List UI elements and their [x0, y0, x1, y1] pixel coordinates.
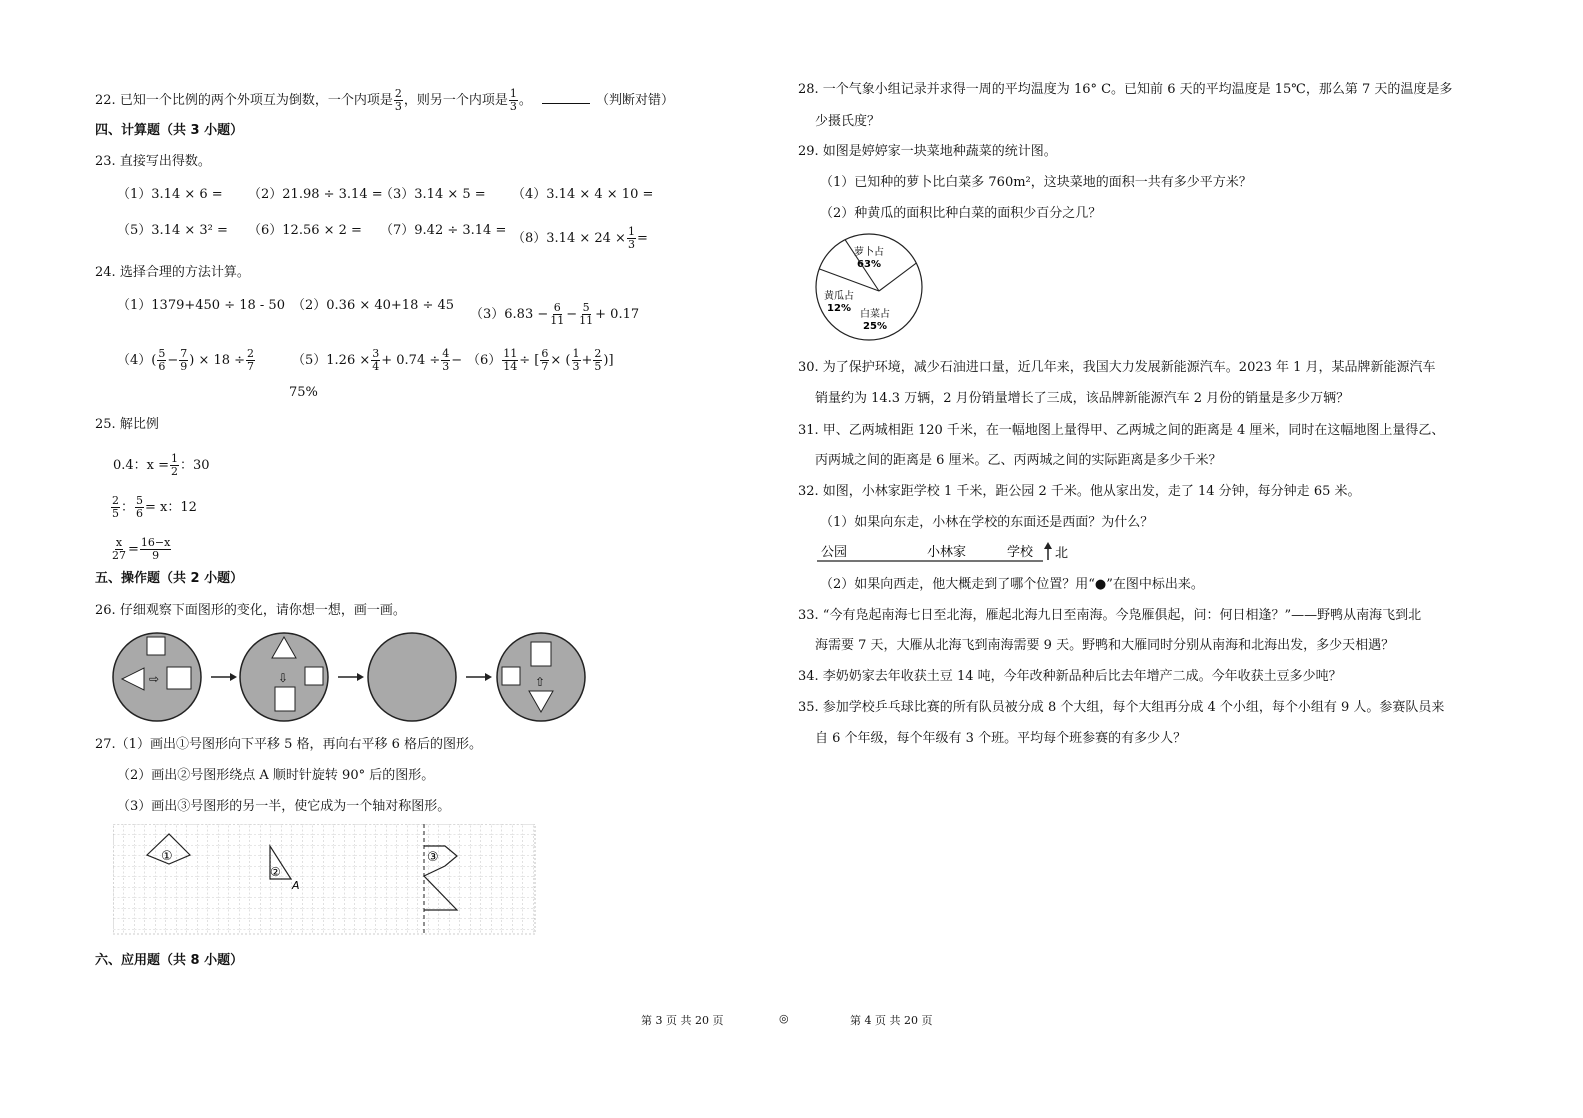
shape-3-label: ③	[427, 850, 439, 865]
shape-sequence-figure	[110, 630, 590, 725]
question-29-line1: 29. 如图是婷婷家一块菜地种蔬菜的统计图。	[798, 144, 1057, 159]
question-24: 24. 选择合理的方法计算。	[95, 265, 250, 280]
pie-chart	[813, 231, 929, 343]
question-29-part2: （2）种黄瓜的面积比种白菜的面积少百分之几？	[820, 206, 1102, 221]
calc-item: （4）( $\frac{5}{6}$ − $\frac{7}{9}$ ) × 18 ÷ $\frac{2}{7}$	[117, 347, 255, 373]
proportion-eq: $\frac{x}{27}$ = $\frac{16-x}{9}$	[112, 536, 171, 562]
calc-item: （3）6.83 − $\frac{6}{11}$ − $\frac{5}{11}$ + 0.17	[470, 301, 640, 327]
question-28-line2: 少摄氏度？	[815, 114, 881, 129]
question-number: 22.	[95, 93, 116, 108]
circle-4	[497, 633, 585, 721]
north-arrow-icon	[1044, 542, 1052, 560]
question-31-line2: 丙两城之间的距离是 6 厘米。乙、丙两城之间的实际距离是多少千米？	[815, 453, 1222, 468]
answer-blank[interactable]	[542, 91, 590, 104]
judge-hint: （判断对错）	[596, 93, 675, 108]
question-22: 22. 已知一个比例的两个外项互为倒数，一个内项是 $\frac{2}{3}$ ，则另一个内项是 $\frac{1}{3}$ 。 （判断对错）	[95, 87, 675, 113]
north-label: 北	[1055, 546, 1069, 561]
pie-slice-value: 25%	[863, 321, 887, 332]
circle-3-blank[interactable]	[368, 633, 456, 721]
calc-item: （7）9.42 ÷ 3.14 =	[380, 223, 507, 238]
pie-slice-label: 白菜占	[860, 309, 890, 320]
center-mark: ◎	[779, 1012, 789, 1025]
calc-item: （2）0.36 × 40+18 ÷ 45	[292, 298, 455, 313]
question-text: 已知一个比例的两个外项互为倒数，一个内项是	[119, 93, 393, 108]
calc-item: （5）1.26 × $\frac{3}{4}$ + 0.74 ÷ $\frac{4}{3}$ −	[292, 347, 463, 373]
question-32-line1: 32. 如图，小林家距学校 1 千米，距公园 2 千米。他从家出发，走了 14 分钟，每分钟走 65 米。	[798, 484, 1361, 499]
shape-1-label: ①	[161, 849, 173, 864]
park-label: 公园	[821, 545, 848, 560]
pie-slice-label: 萝卜占	[854, 247, 884, 258]
pie-slice-value: 12%	[827, 303, 851, 314]
question-27-part1: 27.（1）画出①号图形向下平移 5 格，再向右平移 6 格后的图形。	[95, 737, 483, 752]
question-33-line1: 33. “今有凫起南海七日至北海，雁起北海九日至南海。今凫雁俱起，问：何日相逢？”——野鸭从南海飞到北	[798, 608, 1422, 623]
question-27-part3: （3）画出③号图形的另一半，使它成为一个轴对称图形。	[117, 799, 451, 814]
section-5-heading: 五、操作题（共 2 小题）	[95, 571, 244, 586]
point-a-label: A	[292, 879, 300, 892]
question-30-line2: 销量约为 14.3 万辆，2 月份销量增长了三成，该品牌新能源汽车 2 月份的销量是多少万辆？	[815, 391, 1350, 406]
shape-2-label: ②	[270, 865, 281, 879]
proportion-eq: $\frac{2}{5}$ ： $\frac{5}{6}$ = x：12	[112, 494, 197, 520]
calc-item: （3）3.14 × 5 =	[380, 187, 486, 202]
question-30-line1: 30. 为了保护环境，减少石油进口量，近几年来，我国大力发展新能源汽车。2023 年 1 月，某品牌新能源汽车	[798, 360, 1436, 375]
section-6-heading: 六、应用题（共 8 小题）	[95, 953, 244, 968]
question-31-line1: 31. 甲、乙两城相距 120 千米，在一幅地图上量得甲、乙两城之间的距离是 4 厘米，同时在这幅地图上量得乙、	[798, 423, 1445, 438]
question-32-part1: （1）如果向东走，小林在学校的东面还是西面？为什么？	[820, 515, 1154, 530]
calc-item: （1）3.14 × 6 =	[117, 187, 223, 202]
question-28-line1: 28. 一个气象小组记录并求得一周的平均温度为 16° C。已知前 6 天的平均温度是 15℃，那么第 7 天的温度是多	[798, 82, 1453, 97]
calc-item: （1）1379+450 ÷ 18 - 50	[117, 298, 285, 313]
pie-slice-label: 黄瓜占	[824, 291, 854, 302]
grid-figure[interactable]	[113, 824, 537, 936]
left-page	[0, 0, 760, 1118]
question-34-line1: 34. 李奶奶家去年收获土豆 14 吨，今年改种新品种后比去年增产二成。今年收获土豆多少吨？	[798, 669, 1342, 684]
calc-item: （6）12.56 × 2 =	[248, 223, 362, 238]
pie-slice-value: 63%	[857, 259, 881, 270]
question-35-line2: 自 6 个年级，每个年级有 3 个班。平均每个班参赛的有多少人？	[815, 731, 1187, 746]
page-footer-right: 第 4 页 共 20 页	[850, 1014, 933, 1027]
question-33-line2: 海需要 7 天，大雁从北海飞到南海需要 9 天。野鸭和大雁同时分别从南海和北海出发，多少天相遇？	[815, 638, 1395, 653]
proportion-eq: 0.4：x = $\frac{1}{2}$ ：30	[113, 452, 210, 478]
question-23: 23. 直接写出得数。	[95, 154, 211, 169]
calc-item: （6） $\frac{11}{14}$ ÷ [ $\frac{6}{7}$ × ( $\frac{1}{3}$ + $\frac{2}{5}$ )]	[467, 347, 614, 373]
route-map[interactable]	[815, 540, 1075, 566]
question-32-part2: （2）如果向西走，他大概走到了哪个位置？用“●”在图中标出来。	[820, 577, 1204, 592]
calc-item: （4）3.14 × 4 × 10 =	[512, 187, 654, 202]
circle-1	[113, 633, 201, 721]
section-4-heading: 四、计算题（共 3 小题）	[95, 123, 244, 138]
question-27-part2: （2）画出②号图形绕点 A 顺时针旋转 90° 后的图形。	[117, 768, 435, 783]
svg-text:⇧: ⇧	[535, 675, 546, 689]
svg-text:⇩: ⇩	[278, 671, 289, 685]
calc-item: （5）3.14 × 3² =	[117, 223, 228, 238]
question-26: 26. 仔细观察下面图形的变化，请你想一想，画一画。	[95, 603, 406, 618]
page-footer-left: 第 3 页 共 20 页	[641, 1014, 724, 1027]
calc-item-continuation: 75%	[289, 385, 318, 400]
circle-2	[240, 633, 328, 721]
question-29-part1: （1）已知种的萝卜比白菜多 760m²，这块菜地的面积一共有多少平方米？	[820, 175, 1252, 190]
fraction: $\frac{1}{3}$	[509, 87, 517, 113]
fraction: $\frac{2}{3}$	[394, 87, 402, 113]
question-text: ，则另一个内项是	[403, 93, 508, 108]
right-page	[790, 0, 1550, 1118]
calc-item: （8）3.14 × 24 × $\frac{1}{3}$ =	[512, 225, 648, 251]
question-25: 25. 解比例	[95, 417, 159, 432]
svg-text:⇨: ⇨	[149, 672, 160, 686]
calc-item: （2）21.98 ÷ 3.14 =	[248, 187, 383, 202]
school-label: 学校	[1007, 545, 1034, 560]
question-35-line1: 35. 参加学校乒乓球比赛的所有队员被分成 8 个大组，每个大组再分成 4 个小组，每个小组有 9 人。参赛队员来	[798, 700, 1445, 715]
home-label: 小林家	[927, 545, 967, 560]
